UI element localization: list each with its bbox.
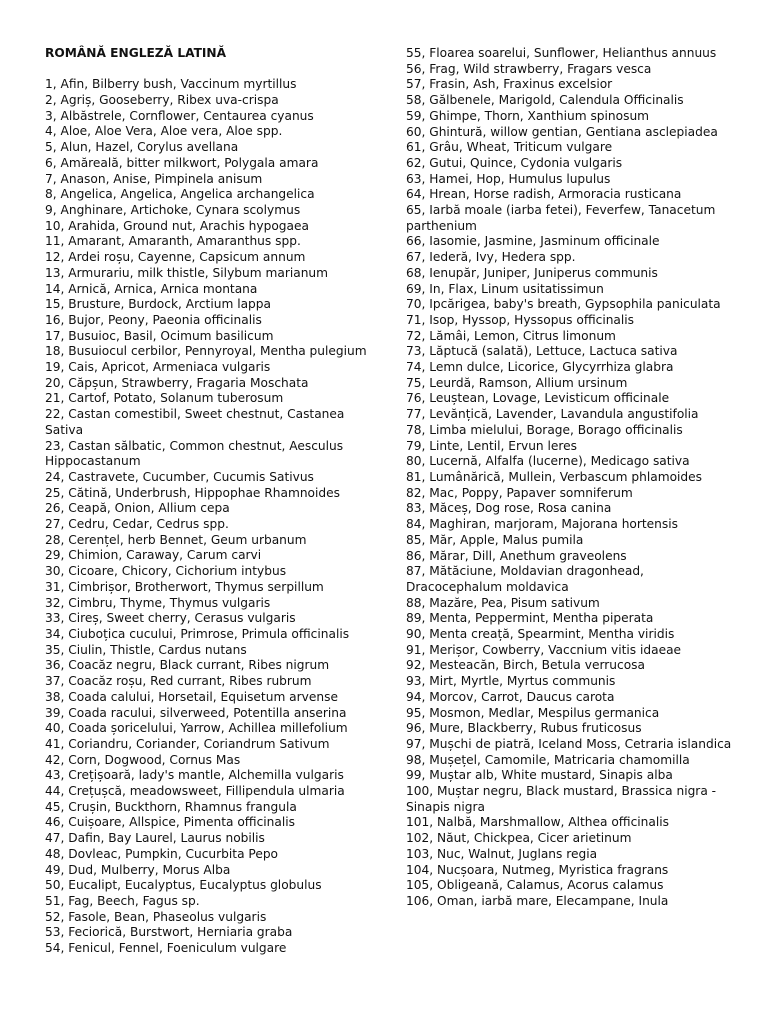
plant-entry: 50, Eucalipt, Eucalyptus, Eucalyptus globulus [45,878,322,893]
plant-entry: 31, Cimbrișor, Brotherwort, Thymus serpillum [45,579,324,594]
plant-entry: 27, Cedru, Cedar, Cedrus spp. [45,517,229,532]
plant-entry: 6, Amăreală, bitter milkwort, Polygala amara [45,155,319,170]
plant-entry: 12, Ardei roșu, Cayenne, Capsicum annum [45,250,306,265]
plant-entry: 91, Merișor, Cowberry, Vaccnium vitis idaeae [406,642,682,657]
plant-entry: 53, Feciorică, Burstwort, Herniaria graba [45,925,293,940]
plant-entry: 51, Fag, Beech, Fagus sp. [45,893,200,908]
plant-entry: 102, Năut, Chickpea, Cicer arietinum [406,831,632,846]
plant-entry: 7, Anason, Anise, Pimpinela anisum [45,171,263,186]
plant-entry: 82, Mac, Poppy, Papaver somniferum [406,485,633,500]
plant-entry: 100, Muștar negru, Black mustard, Brassica nigra - Sinapis nigra [406,784,717,814]
plant-entry: 60, Ghintură, willow gentian, Gentiana asclepiadea [406,124,718,139]
plant-entry: 45, Crușin, Buckthorn, Rhamnus frangula [45,799,297,814]
plant-entry: 18, Busuiocul cerbilor, Pennyroyal, Mentha pulegium [45,344,367,359]
plant-entry: 72, Lămâi, Lemon, Citrus limonum [406,328,616,343]
plant-entry: 62, Gutui, Quince, Cydonia vulgaris [406,155,623,170]
plant-entry: 63, Hamei, Hop, Humulus lupulus [406,171,611,186]
plant-entry: 34, Ciuboțica cucului, Primrose, Primula officinalis [45,626,350,641]
plant-entry: 46, Cuișoare, Allspice, Pimenta officinalis [45,815,295,830]
plant-entry: 30, Cicoare, Chicory, Cichorium intybus [45,564,287,579]
plant-entry: 70, Ipcărigea, baby's breath, Gypsophila paniculata [406,297,721,312]
plant-entry: 61, Grâu, Wheat, Triticum vulgare [406,140,613,155]
plant-entry: 9, Anghinare, Artichoke, Cynara scolymus [45,203,301,217]
plant-entry: 16, Bujor, Peony, Paeonia officinalis [45,312,262,327]
plant-entry: 26, Ceapă, Onion, Allium cepa [45,501,230,516]
plant-entry: 29, Chimion, Caraway, Carum carvi [45,548,262,563]
plant-entry: 55, Floarea soarelui, Sunflower, Helianthus annuus [406,46,717,60]
plant-entry: 47, Dafin, Bay Laurel, Laurus nobilis [45,831,265,846]
plant-entry: 54, Fenicul, Fennel, Foeniculum vulgare [45,941,287,956]
plant-entry: 4, Aloe, Aloe Vera, Aloe vera, Aloe spp. [45,124,283,139]
left-column [45,46,385,957]
plant-entry: 3, Albăstrele, Cornflower, Centaurea cyanus [45,108,314,123]
plant-entry: 99, Muștar alb, White mustard, Sinapis alba [406,768,673,783]
plant-entry: 85, Măr, Apple, Malus pumila [406,532,584,547]
plant-entry: 94, Morcov, Carrot, Daucus carota [406,689,615,704]
plant-entry: 66, Iasomie, Jasmine, Jasminum officinale [406,234,660,249]
plant-entry: 40, Coada șoricelului, Yarrow, Achillea millefolium [45,721,348,736]
plant-entry: 73, Lăptucă (salată), Lettuce, Lactuca sativa [406,344,678,359]
plant-entry: 5, Alun, Hazel, Corylus avellana [45,140,239,155]
plant-entry: 48, Dovleac, Pumpkin, Cucurbita Pepo [45,846,279,861]
plant-entry: 42, Corn, Dogwood, Cornus Mas [45,752,241,767]
plant-entry: 15, Brusture, Burdock, Arctium lappa [45,297,271,312]
plant-entry: 43, Crețișoară, lady's mantle, Alchemilla vulgaris [45,768,344,783]
plant-entry: 74, Lemn dulce, Licorice, Glycyrrhiza glabra [406,360,674,375]
plant-entry: 69, In, Flax, Linum usitatissimun [406,281,604,296]
plant-entry: 64, Hrean, Horse radish, Armoracia rusticana [406,187,682,202]
plant-entry: 38, Coada calului, Horsetail, Equisetum arvense [45,689,338,704]
plant-entry: 10, Arahida, Ground nut, Arachis hypogaea [45,218,309,233]
plant-entry: 17, Busuioc, Basil, Ocimum basilicum [45,328,274,343]
plant-entry: 104, Nucșoara, Nutmeg, Myristica fragrans [406,862,669,877]
plant-entry: 78, Limba mielului, Borage, Borago officinalis [406,422,683,437]
plant-entry: 39, Coada racului, silverweed, Potentilla anserina [45,705,347,720]
plant-entry: 86, Mărar, Dill, Anethum graveolens [406,548,627,563]
plant-entry: 44, Crețușcă, meadowsweet, Fillipendula ulmaria [45,784,345,799]
plant-entry: 75, Leurdă, Ramson, Allium ursinum [406,375,628,390]
plant-entry: 96, Mure, Blackberry, Rubus fruticosus [406,721,642,736]
plant-entry: 81, Lumânărică, Mullein, Verbascum phlamoides [406,469,703,484]
plant-entry: 95, Mosmon, Medlar, Mespilus germanica [406,705,660,720]
plant-entry: 41, Coriandru, Coriander, Coriandrum Sativum [45,736,330,751]
plant-entry: 32, Cimbru, Thyme, Thymus vulgaris [45,595,271,610]
plant-entry: 20, Căpșun, Strawberry, Fragaria Moschata [45,375,309,390]
plant-entry: 19, Cais, Apricot, Armeniaca vulgaris [45,360,271,375]
plant-entry: 79, Linte, Lentil, Ervun leres [406,438,577,453]
plant-entry: 101, Nalbă, Marshmallow, Althea officinalis [406,815,669,830]
right-entry-list [406,46,738,910]
plant-entry: 33, Cireș, Sweet cherry, Cerasus vulgaris [45,611,296,626]
page-heading: ROMÂNĂ ENGLEZĂ LATINĂ [45,46,227,60]
plant-entry: 11, Amarant, Amaranth, Amaranthus spp. [45,234,301,249]
plant-entry: 89, Menta, Peppermint, Mentha piperata [406,611,654,626]
right-column [406,46,738,910]
plant-entry: 92, Mesteacăn, Birch, Betula verrucosa [406,658,645,673]
plant-entry: 2, Agriș, Gooseberry, Ribex uva-crispa [45,93,279,108]
plant-entry: 106, Oman, iarbă mare, Elecampane, Inula [406,893,669,908]
plant-entry: 52, Fasole, Bean, Phaseolus vulgaris [45,909,267,924]
plant-entry: 36, Coacăz negru, Black currant, Ribes nigrum [45,658,330,673]
plant-entry: 57, Frasin, Ash, Fraxinus excelsior [406,77,613,92]
plant-entry: 58, Gălbenele, Marigold, Calendula Officinalis [406,93,684,108]
plant-entry: 65, Iarbă moale (iarba fetei), Feverfew, Tanacetum parthenium [406,203,716,233]
plant-entry: 84, Maghiran, marjoram, Majorana hortensis [406,517,678,532]
plant-entry: 23, Castan sălbatic, Common chestnut, Aesculus Hippocastanum [45,438,344,469]
plant-entry: 28, Cerențel, herb Bennet, Geum urbanum [45,532,307,547]
plant-entry: 21, Cartof, Potato, Solanum tuberosum [45,391,284,406]
plant-entry: 56, Frag, Wild strawberry, Fragars vesca [406,61,652,76]
plant-entry: 87, Mătăciune, Moldavian dragonhead, Dracocephalum moldavica [406,564,644,594]
plant-entry: 103, Nuc, Walnut, Juglans regia [406,846,598,861]
plant-entry: 14, Arnică, Arnica, Arnica montana [45,281,258,296]
plant-entry: 93, Mirt, Myrtle, Myrtus communis [406,674,616,689]
plant-entry: 25, Cătină, Underbrush, Hippophae Rhamnoides [45,485,340,500]
plant-entry: 77, Levănțică, Lavender, Lavandula angustifolia [406,407,699,422]
plant-entry: 83, Măceș, Dog rose, Rosa canina [406,501,612,516]
plant-entry: 76, Leuștean, Lovage, Levisticum officinale [406,391,670,406]
plant-entry: 35, Ciulin, Thistle, Cardus nutans [45,642,247,657]
plant-entry: 97, Mușchi de piatră, Iceland Moss, Cetraria islandica [406,736,732,751]
left-entry-list [45,77,385,956]
plant-entry: 37, Coacăz roșu, Red currant, Ribes rubrum [45,674,312,689]
plant-entry: 90, Menta creață, Spearmint, Mentha viridis [406,627,675,642]
plant-entry: 24, Castravete, Cucumber, Cucumis Sativus [45,469,314,484]
plant-entry: 68, Ienupăr, Juniper, Juniperus communis [406,265,658,280]
plant-entry: 59, Ghimpe, Thorn, Xanthium spinosum [406,108,650,123]
plant-entry: 22, Castan comestibil, Sweet chestnut, Castanea Sativa [45,407,345,437]
plant-entry: 80, Lucernă, Alfalfa (lucerne), Medicago sativa [406,454,690,469]
plant-entry: 88, Mazăre, Pea, Pisum sativum [406,595,600,610]
plant-entry: 67, Iederă, Ivy, Hedera spp. [406,250,576,265]
plant-entry: 105, Obligeană, Calamus, Acorus calamus [406,878,664,893]
plant-entry: 8, Angelica, Angelica, Angelica archangelica [45,187,315,202]
plant-entry: 13, Armurariu, milk thistle, Silybum marianum [45,265,329,280]
plant-entry: 1, Afin, Bilberry bush, Vaccinum myrtillus [45,77,297,92]
plant-entry: 98, Mușețel, Camomile, Matricaria chamomilla [406,752,690,767]
plant-entry: 49, Dud, Mulberry, Morus Alba [45,862,231,877]
plant-entry: 71, Isop, Hyssop, Hyssopus officinalis [406,312,635,327]
